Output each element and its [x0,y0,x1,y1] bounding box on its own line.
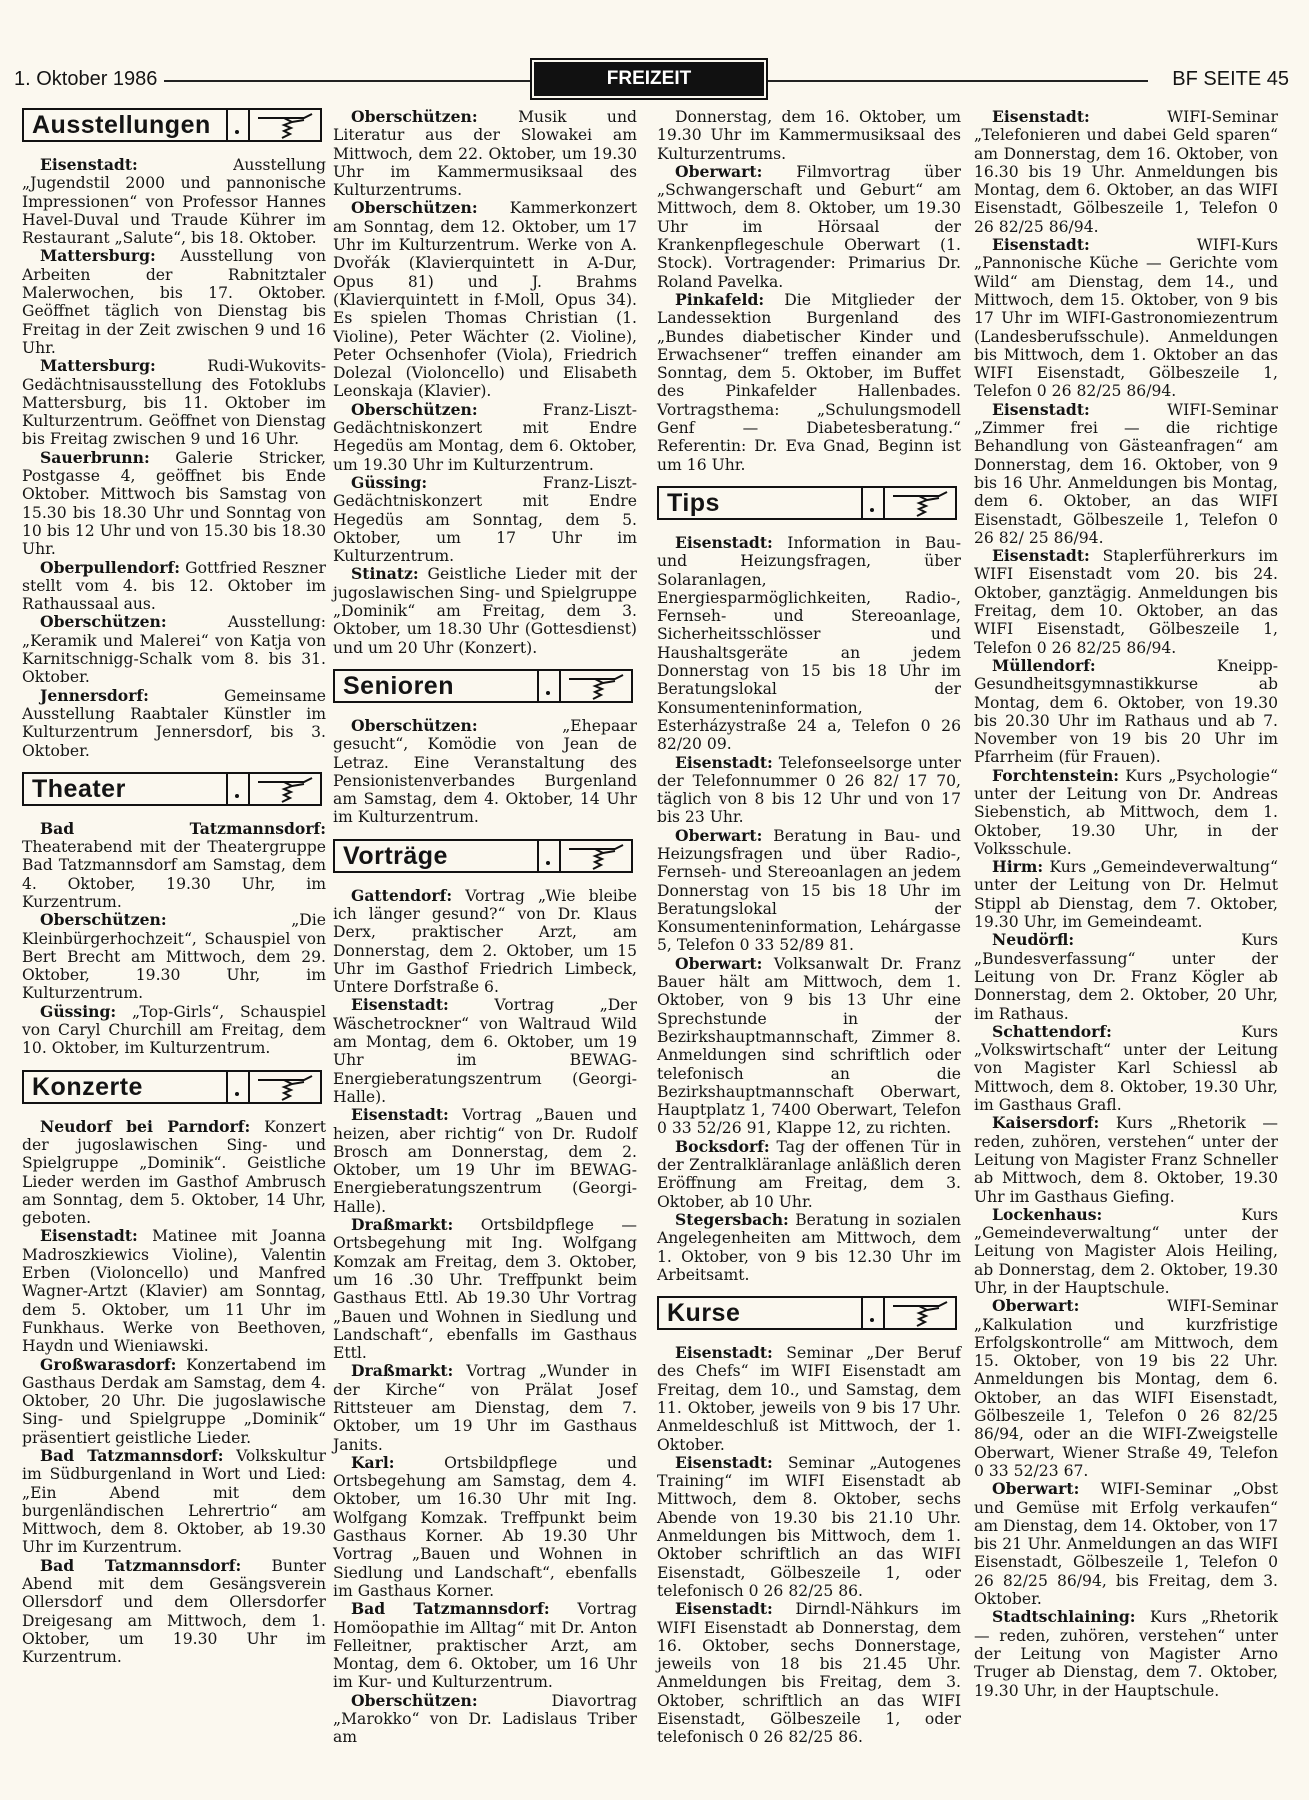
list-tips [657,534,961,1284]
listing-entry [22,357,326,448]
listing-place: Oberschützen: [40,612,167,632]
listing-place: Oberschützen: [351,399,478,419]
listing-entry [974,1480,1278,1608]
listing-place: Eisenstadt: [992,546,1090,566]
listing-entry [22,613,326,686]
pointing-hand-drawing [889,1300,951,1328]
listing-text: Vortrag „Wunder in der Kirche“ von Prälat Josef Rittsteuer am Dienstag, dem 7. Oktober, um 19 Uhr im Gasthaus Janits. [333,1362,637,1454]
list-kurse [657,1344,961,1747]
listing-place: Bad Tatzmannsdorf: [40,818,326,838]
listing-entry [974,547,1278,657]
heading-text: Kurse [667,1299,741,1328]
listing-entry [974,1023,1278,1114]
listing-place: Bocksdorf: [675,1136,770,1156]
listing-place: Eisenstadt: [675,1452,773,1472]
listing-entry [657,754,961,827]
listing-entry [22,1557,326,1667]
listing-text: Kurs „Rhetorik — reden, zuhören, verstehen“ unter der Leitung von Magister Franz Schneller ab Mittwoch, dem 8. Oktober, 19.30 Uhr im Gasthaus Giefing. [974,1114,1278,1206]
listing-place: Stegersbach: [675,1209,789,1229]
pointing-hand-icon [250,110,320,140]
listing-place: Eisenstadt: [40,1226,138,1246]
listing-text: „Die Kleinbürgerhochzeit“, Schauspiel von Bert Brecht am Mittwoch, dem 29. Oktober, 19.30 Uhr, im Kulturzentrum. [22,911,326,1003]
pointing-hand-outline [258,778,312,802]
list-kurse-continued [974,108,1278,1700]
column-1 [22,108,326,1667]
listing-place: Eisenstadt: [675,752,773,772]
listing-entry [657,163,961,291]
listing-text: Seminar „Autogenes Training“ im WIFI Eisenstadt ab Mittwoch, dem 8. Oktober, sechs Abende von 19.30 bis 21.10 Uhr. Anmeldungen bis Mittwoch, dem 1. Oktober schriftlich an das WIFI Eisenstadt, Gölbeszeile 1, oder telefonisch 0 26 82/25 86. [657,1453,961,1600]
pointing-hand-drawing [254,1074,316,1102]
listing-place: Oberschützen: [351,198,478,218]
listing-text: Bunter Abend mit dem Gesängsverein Ollersdorf und dem Ollersdorfer Dreigesang am Mittwoch, dem 1. Oktober, um 19.30 Uhr im Kurzentrum. [22,1556,327,1667]
listing-text: Kurs „Gemeindeverwaltung“ unter der Leitung von Dr. Helmut Stippl ab Dienstag, dem 7. Oktober, 19.30 Uhr, im Gemeindeamt. [974,858,1278,932]
listing-entry [22,559,326,614]
listing-text: Information in Bau- und Heizungsfragen, über Solaranlagen, Energiesparmöglichkeiten, Radio-, Fernseh- und Stereoanlage, Sicherheitsschlösser und Haushaltsgeräte an jedem Donnerstag von 15 bis 18 Uhr im Beratungslokal der Konsumenteninformation, Esterházystraße 24 a, Telefon 0 26 82/20 09. [657,533,961,754]
listing-entry [657,1211,961,1284]
listing-place: Stinatz: [351,564,419,584]
listing-text: WIFI-Kurs „Pannonische Küche — Gerichte vom Wild“ am Dienstag, dem 14., und Mittwoch, dem 15. Oktober, von 9 bis 17 Uhr im WIFI-Gastronomiezentrum (Landesberufsschule). Anmeldungen bis Mittwoch, dem 1. Oktober an das WIFI Eisenstadt, Gölbeszeile 1, Telefon 0 26 82/25 86/94. [974,236,1278,401]
heading-konzerte [22,1070,322,1104]
pointing-hand-icon [885,1298,955,1328]
listing-entry [333,401,637,474]
listing-entry [22,1118,326,1228]
pointing-hand-outline [569,845,623,869]
listing-place: Eisenstadt: [675,1599,773,1619]
listing-text: Ausstellung von Arbeiten der Rabnitztaler Malerwochen, bis 17. Oktober. Geöffnet täglich von Dienstag bis Freitag in der Zeit zwischen 9 und 16 Uhr. [22,247,326,357]
listing-entry [657,291,961,474]
listing-text: Franz-Liszt-Gedächtniskonzert mit Endre Hegedüs am Sonntag, dem 5. Oktober, um 17 Uhr im Kulturzentrum. [333,473,637,566]
pointing-hand-icon [885,488,955,518]
listing-place: Hirm: [992,857,1044,877]
listing-entry [22,1003,326,1058]
heading-tips [657,486,957,520]
listing-text: Kurs „Gemeindeverwaltung“ unter der Leitung von Magister Alois Heiling, ab Donnerstag, dem 2. Oktober, 19.30 Uhr, in der Hauptschule. [974,1205,1278,1297]
listing-place: Stadtschlaining: [992,1607,1136,1627]
listing-text: Beratung in sozialen Angelegenheiten am Mittwoch, dem 1. Oktober, von 9 bis 12.30 Uhr im Arbeitsamt. [657,1210,961,1284]
listing-place: Oberpullendorf: [40,557,180,577]
list-konzerte-continued [333,108,637,657]
listing-place: Oberwart: [992,1479,1080,1499]
listing-entry [22,820,326,911]
listing-entry [657,534,961,754]
listing-text: WIFI-Seminar „Zimmer frei — die richtige Behandlung von Gästeanfragen“ am Donnerstag, dem 16. Oktober, von 9 bis 16 Uhr. Anmeldungen bis Montag, dem 6. Oktober, an das WIFI Eisenstadt, Gölbeszeile 1, Telefon 0 26 82/ 25 86/94. [974,400,1278,547]
listing-place: Gattendorf: [351,885,453,905]
listing-entry [974,1206,1278,1297]
listing-entry [22,449,326,559]
listing-place: Großwarasdorf: [40,1354,177,1374]
listing-place: Eisenstadt: [675,532,773,552]
listing-entry [974,236,1278,401]
page-header [14,60,1289,100]
issue-date: 1. Oktober 1986 [14,68,163,91]
listing-text: WIFI-Seminar „Obst und Gemüse mit Erfolg verkaufen“ am Dienstag, dem 14. Oktober, von 17 bis 21 Uhr. Anmeldungen an das WIFI Eisenstadt, Gölbeszeile 1, Telefon 0 26 82/25 86/94, bis Freitag, dem 3. Oktober. [974,1480,1278,1609]
listing-place: Eisenstadt: [351,1105,449,1125]
listing-text: Kammerkonzert am Sonntag, dem 12. Oktober, um 17 Uhr im Kulturzentrum. Werke von A. Dvořák (Klavierquintett in A-Dur, Opus 81) und J. Brahms (Klavierquintett in f-Moll, Opus 34). Es spielen Thomas Christian (1. Violine), Peter Wächter (2. Violine), Peter Ochsenhofer (Viola), Friedrich Dolezal (Violoncello) und Elisabeth Leonskaja (Klavier). [333,199,637,401]
listing-place: Mattersburg: [40,246,156,266]
heading-senioren [333,669,633,703]
listing-entry [22,1227,326,1355]
listing-entry [333,1692,637,1747]
listing-entry [657,108,961,163]
column-4 [974,108,1278,1700]
listing-entry [333,474,637,565]
listing-place: Eisenstadt: [992,235,1090,255]
heading-vortraege [333,839,633,873]
listing-place: Bad Tatzmannsdorf: [40,1446,224,1465]
listing-place: Müllendorf: [992,655,1096,675]
listing-text: Donnerstag, dem 16. Oktober, um 19.30 Uhr im Kammermusiksaal des Kulturzentrums. [657,108,961,163]
listing-text: Ausstellung „Jugendstil 2000 und pannonische Impressionen“ von Professor Hannes Havel-Duval und Traude Kührer im Restaurant „Salute“, bis 18. Oktober. [22,156,326,248]
listing-place: Oberschützen: [351,715,478,735]
list-theater [22,820,326,1058]
listing-place: Draßmarkt: [351,1215,454,1235]
listing-text: Kneipp-Gesundheitsgymnastikkurse ab Montag, dem 6. Oktober, von 19.30 bis 20.30 Uhr im Rathaus und ab 7. November von 19 bis 20 Uhr im Pfarrheim (für Frauen). [974,656,1278,767]
listing-text: Konzertabend im Gasthaus Derdak am Samstag, dem 4. Oktober, 20 Uhr. Die jugoslawische Sing- und Spielgruppe „Dominik“ präsentiert geistliche Lieder. [22,1355,326,1447]
listing-place: Draßmarkt: [351,1361,454,1381]
listing-text: Galerie Stricker, Postgasse 4, geöffnet bis Ende Oktober. Mittwoch bis Samstag von 15.30 bis 18.30 Uhr und Sonntag von 10 bis 12 Uhr und von 15.30 bis 18.30 Uhr. [22,448,326,559]
listing-text: Telefonseelsorge unter der Telefonnummer 0 26 82/ 17 70, täglich von 8 bis 12 Uhr und von 17 bis 23 Uhr. [657,753,961,827]
listing-place: Oberschützen: [40,910,167,930]
listing-text: Gottfried Reszner stellt vom 4. bis 12. Oktober im Rathaussaal aus. [22,558,326,614]
listing-place: Karl: [351,1452,395,1472]
listing-text: WIFI-Seminar „Kalkulation und kurzfristige Erfolgskontrolle“ am Mittwoch, dem 15. Oktober, von 19 bis 22 Uhr. Anmeldungen bis Montag, dem 6. Oktober, an das WIFI Eisenstadt, Gölbeszeile 1, Telefon 0 26 82/25 86/94, oder an die WIFI-Zweigstelle Oberwart, Wiener Straße 49, Telefon 0 33 52/23 67. [974,1297,1278,1480]
listing-entry [657,1138,961,1211]
listing-place: Güssing: [351,472,428,492]
heading-theater [22,772,322,806]
pointing-hand-drawing [889,490,951,518]
listing-text: Ortsbildpflege und Ortsbegehung am Samstag, dem 4. Oktober, um 16.30 Uhr mit Ing. Wolfgang Komzak. Treffpunkt beim Gasthaus Korner. Ab 19.30 Uhr Vortrag „Bauen und Wohnen in Siedlung und Landschaft“, ebenfalls im Gasthaus Korner. [333,1453,637,1600]
header-rule-left [164,80,532,82]
listing-entry [657,955,961,1138]
pointing-hand-outline [893,492,947,516]
listing-text: Die Mitglieder der Landessektion Burgenland des „Bundes diabetischer Kinder und Erwachsener“ treffen einander am Sonntag, dem 5. Oktober, im Buffet des Pinkafelder Hallenbades. Vortragsthema: „Schulungsmodell Genf — Diabetesberatung.“ Referentin: Dr. Eva Gnad, Beginn ist um 16 Uhr. [657,290,961,474]
listing-place: Oberwart: [992,1296,1080,1316]
listing-text: Theaterabend mit der Theatergruppe Bad Tatzmannsdorf am Samstag, dem 4. Oktober, 19.30 Uhr, im Kurzentrum. [22,838,326,911]
listing-entry [333,887,637,997]
listing-entry [974,1608,1278,1699]
listing-place: Jennersdorf: [40,685,149,705]
pointing-hand-drawing [254,776,316,804]
listing-place: Eisenstadt: [351,995,449,1015]
listing-text: Geistliche Lieder mit der jugoslawischen Sing- und Spielgruppe „Dominik“ am Freitag, dem 3. Oktober, um 18.30 Uhr (Gottesdienst) und um 20 Uhr (Konzert). [333,565,637,657]
listing-entry [333,1216,637,1362]
listing-text: Staplerführerkurs im WIFI Eisenstadt vom 20. bis 24. Oktober, ganztägig. Anmeldungen bis Freitag, dem 10. Oktober, an das WIFI Eisenstadt, Gölbeszeile 1, Telefon 0 26 82/25 86/94. [974,547,1278,657]
listing-entry [333,1454,637,1600]
listing-entry [974,1114,1278,1205]
pointing-hand-outline [569,675,623,699]
listing-text: Volksanwalt Dr. Franz Bauer hält am Mittwoch, dem 1. Oktober, von 9 bis 13 Uhr eine Sprechstunde in der Bezirkshauptmannschaft, Zimmer 8. Anmeldungen sind schriftlich oder telefonisch an die Bezirkshauptmannschaft Oberwart, Hauptplatz 1, 7400 Oberwart, Telefon 0 33 52/26 91, Klappe 12, zu richten. [657,954,961,1138]
listing-text: „Top-Girls“, Schauspiel von Caryl Churchill am Freitag, dem 10. Oktober, im Kulturzentrum. [22,1002,326,1058]
heading-ausstellungen [22,108,322,142]
header-rule-right [768,80,1148,82]
listing-text: Volkskultur im Südburgenland in Wort und Lied: „Ein Abend mit dem burgenländischen Lehrertrio“ am Mittwoch, dem 8. Oktober, ab 19.30 Uhr im Kurzentrum. [22,1447,327,1557]
pointing-hand-outline [258,1076,312,1100]
heading-text: Tips [667,488,720,517]
listing-entry [974,931,1278,1022]
listing-entry [22,1356,326,1447]
listing-entry [333,199,637,400]
listing-entry [22,247,326,357]
listing-entry [22,156,326,247]
listing-text: Rudi-Wukovits-Gedächtnisausstellung des Fotoklubs Mattersburg, bis 11. Oktober im Kulturzentrum. Geöffnet von Dienstag bis Freitag zwischen 9 und 16 Uhr. [22,357,326,449]
listing-place: Güssing: [40,1001,117,1021]
pointing-hand-icon [250,774,320,804]
listing-place: Bad Tatzmannsdorf: [351,1599,550,1619]
listing-text: Ortsbildpflege — Ortsbegehung mit Ing. Wolfgang Komzak am Freitag, dem 3. Oktober, um 16 .30 Uhr. Treffpunkt beim Gasthaus Ettl. Ab 19.30 Uhr Vortrag „Bauen und Wohnen in Siedlung und Landschaft“, ebenfalls im Gasthaus Ettl. [333,1216,637,1363]
list-konzerte [22,1118,326,1667]
list-vortraege-continued [657,108,961,474]
listing-text: Vortrag Homöopathie im Alltag“ mit Dr. Anton Felleitner, praktischer Arzt, am Montag, dem 6. Oktober, um 16 Uhr im Kur- und Kulturzentrum. [333,1600,637,1692]
listing-place: Oberschützen: [351,1690,478,1710]
listing-text: Filmvortrag über „Schwangerschaft und Geburt“ am Mittwoch, dem 8. Oktober, um 19.30 Uhr im Hörsaal der Krankenpflegeschule Oberwart (1. Stock). Vortragender: Primarius Dr. Roland Pavelka. [657,162,961,291]
listing-entry [333,996,637,1106]
listing-text: Seminar „Der Beruf des Chefs“ im WIFI Eisenstadt am Freitag, dem 10., und Samstag, dem 11. Oktober, jeweils von 9 bis 17 Uhr. Anmeldeschluß ist Mittwoch, der 1. Oktober. [657,1344,961,1454]
listing-entry [22,687,326,760]
listing-place: Mattersburg: [40,356,156,376]
heading-marker [226,1072,250,1102]
listing-place: Kaisersdorf: [992,1113,1100,1133]
listing-entry [974,401,1278,547]
pointing-hand-outline [258,114,312,138]
heading-marker [537,841,561,871]
pointing-hand-drawing [565,673,627,701]
listing-text: Gemeinsame Ausstellung Raabtaler Künstler im Kulturzentrum Jennersdorf, bis 3. Oktober. [22,686,326,760]
heading-marker [226,110,250,140]
listing-text: Tag der offenen Tür in der Zentralkläranlage anläßlich deren Eröffnung am Freitag, dem 3. Oktober, ab 10 Uhr. [657,1137,961,1211]
column-3 [657,108,961,1747]
listing-text: Musik und Literatur aus der Slowakei am Mittwoch, dem 22. Oktober, um 19.30 Uhr im Kammermusiksaal des Kulturzentrums. [333,108,637,200]
listing-text: Kurs „Bundesverfassung“ unter der Leitung von Dr. Franz Kögler ab Donnerstag, dem 2. Oktober, 20 Uhr, im Rathaus. [974,931,1278,1023]
pointing-hand-icon [561,841,631,871]
listing-entry [333,108,637,199]
heading-text: Senioren [343,671,454,700]
heading-marker [861,1298,885,1328]
listing-text: Diavortrag „Marokko“ von Dr. Ladislaus Triber am [333,1691,637,1747]
listing-text: Vortrag „Bauen und heizen, aber richtig“ von Dr. Rudolf Brosch am Donnerstag, dem 2. Oktober, um 19 Uhr im BEWAG-Energieberatungszentrum (Georgi-Halle). [333,1106,637,1216]
listing-entry [657,1600,961,1746]
listing-text: Dirndl-Nähkurs im WIFI Eisenstadt ab Donnerstag, dem 16. Oktober, sechs Donnerstage, jeweils von 18 bis 21.45 Uhr. Anmeldungen bis Freitag, dem 3. Oktober, schriftlich an das WIFI Eisenstadt, Gölbeszeile 1, oder telefonisch 0 26 82/25 86. [657,1600,961,1747]
list-senioren [333,717,637,827]
listing-place: Pinkafeld: [675,289,765,309]
listing-entry [333,1106,637,1216]
listing-entry [974,767,1278,858]
listing-text: Vortrag „Der Wäschetrockner“ von Waltraud Wild am Montag, dem 6. Oktober, um 19 Uhr im BEWAG-Energieberatungszentrum (Georgi-Halle). [333,996,637,1106]
listing-place: Eisenstadt: [992,107,1090,126]
listing-entry [974,108,1278,236]
listing-entry [333,1362,637,1453]
listing-text: WIFI-Seminar „Telefonieren und dabei Geld sparen“ am Donnerstag, dem 16. Oktober, von 16.30 bis 19 Uhr. Anmeldungen bis Montag, dem 6. Oktober, an das WIFI Eisenstadt, Gölbeszeile 1, Telefon 0 26 82/25 86/94. [974,108,1278,236]
list-ausstellungen [22,156,326,760]
listing-entry [974,1297,1278,1480]
section-label: FREIZEIT [534,62,764,96]
listing-entry [657,827,961,955]
listing-text: Kurs „Rhetorik — reden, zuhören, verstehen“ unter der Leitung von Magister Arno Truger ab Dienstag, dem 7. Oktober, 19.30 Uhr, in der Hauptschule. [974,1608,1278,1700]
listing-entry [974,657,1278,767]
heading-text: Konzerte [32,1072,143,1101]
page-number: BF SEITE 45 [1166,68,1289,91]
listing-text: Kurs „Volkswirtschaft“ unter der Leitung von Magister Karl Schiessl ab Mittwoch, dem 8. Oktober, 19.30 Uhr, im Gasthaus Grafl. [974,1022,1278,1115]
listing-place: Oberwart: [675,161,763,181]
listing-place: Lockenhaus: [992,1204,1103,1224]
listing-place: Eisenstadt: [675,1343,773,1363]
listing-text: Konzert der jugoslawischen Sing- und Spielgruppe „Dominik“. Geistliche Lieder werden im Gasthof Ambrusch am Sonntag, dem 5. Oktober, 14 Uhr, geboten. [22,1117,326,1228]
listing-entry [333,717,637,827]
pointing-hand-icon [250,1072,320,1102]
listing-text: Beratung in Bau- und Heizungsfragen und über Radio-, Fernseh- und Stereoanlagen an jedem Donnerstag von 15 bis 18 Uhr im Beratungslokal der Konsumenteninformation, Lehárgasse 5, Telefon 0 33 52/89 81. [657,826,961,955]
listing-place: Forchtenstein: [992,765,1120,785]
listing-text: Franz-Liszt-Gedächtniskonzert mit Endre Hegedüs am Montag, dem 6. Oktober, um 19.30 Uhr im Kulturzentrum. [333,400,637,474]
listing-text: Matinee mit Joanna Madroszkiewics Violine), Valentin Erben (Violoncello) und Manfred Wagner-Artzt (Klavier) am Sonntag, dem 5. Oktober, um 11 Uhr im Funkhaus. Werke von Beethoven, Haydn und Wieniawski. [22,1227,326,1356]
listing-entry [22,1447,326,1557]
listing-entry [974,858,1278,931]
listing-place: Oberwart: [675,825,763,845]
list-vortraege [333,887,637,1747]
heading-marker [226,774,250,804]
listing-place: Schattendorf: [992,1021,1112,1041]
listing-entry [333,565,637,656]
listing-place: Bad Tatzmannsdorf: [40,1555,242,1575]
heading-marker [537,671,561,701]
pointing-hand-icon [561,671,631,701]
listing-entry [333,1600,637,1691]
pointing-hand-drawing [565,843,627,871]
heading-text: Theater [32,774,126,803]
listing-place: Sauerbrunn: [40,447,150,467]
listing-entry [22,911,326,1002]
listing-text: Vortrag „Wie bleibe ich länger gesund?“ von Dr. Klaus Derx, praktischer Arzt, am Donnerstag, dem 2. Oktober, um 15 Uhr im Gasthof Friedrich Limbeck, Untere Dorfstraße 6. [333,886,637,997]
listing-place: Oberschützen: [351,107,478,126]
listing-entry [657,1454,961,1600]
listing-entry [657,1344,961,1454]
pointing-hand-drawing [254,112,316,140]
listing-place: Neudorf bei Parndorf: [40,1116,251,1136]
pointing-hand-outline [893,1302,947,1326]
listing-text: Ausstellung: „Keramik und Malerei“ von Katja von Karnitschnigg-Schalk vom 8. bis 31. Oktober. [22,613,326,687]
listing-text: Kurs „Psychologie“ unter der Leitung von Dr. Andreas Siebenstich, ab Mittwoch, dem 1. Oktober, 19.30 Uhr, in der Volksschule. [974,766,1278,858]
listing-place: Eisenstadt: [40,155,138,174]
heading-kurse [657,1296,957,1330]
column-2 [333,108,637,1747]
listing-text: „Ehepaar gesucht“, Komödie von Jean de Letraz. Eine Veranstaltung des Pensionistenverbandes Burgenland am Samstag, dem 4. Oktober, 14 Uhr im Kulturzentrum. [333,716,637,827]
listing-place: Neudörfl: [992,930,1075,950]
heading-text: Vorträge [343,841,448,870]
heading-marker [861,488,885,518]
listing-place: Oberwart: [675,953,763,973]
heading-text: Ausstellungen [32,111,211,139]
listing-place: Eisenstadt: [992,399,1090,419]
